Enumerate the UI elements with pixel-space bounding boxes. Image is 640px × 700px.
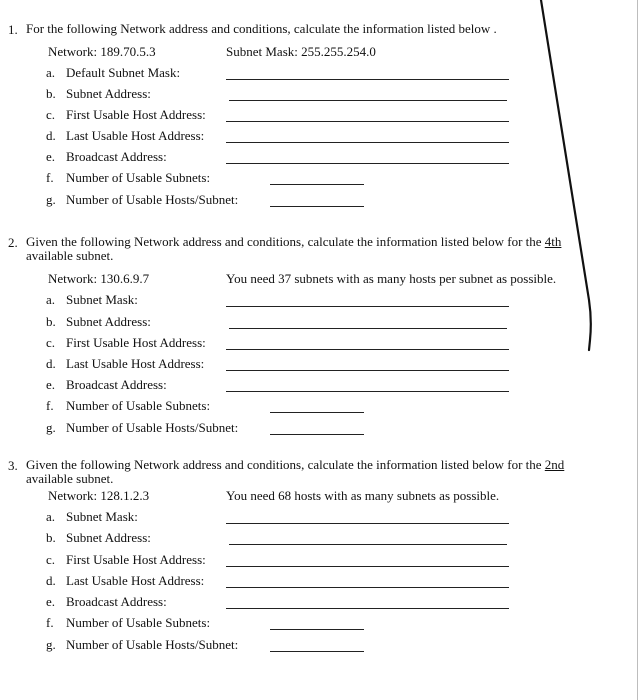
given-network: Network: 128.1.2.3 <box>48 488 150 503</box>
item-label: Broadcast Address: <box>66 594 167 609</box>
pen-stroke-line <box>541 0 591 350</box>
item-letter: c. <box>46 552 56 567</box>
item-label: Subnet Mask: <box>66 509 138 524</box>
item-letter: g. <box>46 637 56 652</box>
item-letter: c. <box>46 107 56 122</box>
item-label: Subnet Address: <box>66 86 151 101</box>
item-label: Number of Usable Hosts/Subnet: <box>66 637 239 652</box>
item-letter: a. <box>46 65 56 80</box>
item-letter: b. <box>46 314 56 329</box>
prompt-line-2: available subnet. <box>26 248 114 263</box>
item-label: Number of Usable Subnets: <box>66 170 211 185</box>
given-network: Network: 130.6.9.7 <box>48 271 150 286</box>
prompt-line: Given the following Network address and conditions, calculate the information listed below for the <box>26 457 545 472</box>
prompt-line: Given the following Network address and conditions, calculate the information listed below for the <box>26 234 545 249</box>
item-letter: g. <box>46 420 56 435</box>
item-label: Last Usable Host Address: <box>66 128 205 143</box>
item-letter: b. <box>46 530 56 545</box>
item-label: Subnet Mask: <box>66 292 138 307</box>
item-letter: e. <box>46 594 56 609</box>
item-letter: e. <box>46 149 56 164</box>
given-condition: Subnet Mask: 255.255.254.0 <box>226 44 376 59</box>
item-label: First Usable Host Address: <box>66 552 206 567</box>
subnet-ordinal: 4th <box>544 234 562 249</box>
item-label: First Usable Host Address: <box>66 335 206 350</box>
prompt-line-2: available subnet. <box>26 471 114 486</box>
item-letter: d. <box>46 573 56 588</box>
item-letter: d. <box>46 128 56 143</box>
item-label: Broadcast Address: <box>66 377 167 392</box>
item-letter: f. <box>46 398 54 413</box>
item-letter: f. <box>46 615 54 630</box>
item-label: Number of Usable Subnets: <box>66 615 211 630</box>
given-condition: You need 37 subnets with as many hosts per subnet as possible. <box>226 271 557 286</box>
given-condition: You need 68 hosts with as many subnets as possible. <box>226 488 500 503</box>
prompt-line: For the following Network address and conditions, calculate the information listed below . <box>26 21 497 36</box>
item-letter: e. <box>46 377 56 392</box>
item-letter: f. <box>46 170 54 185</box>
item-label: Default Subnet Mask: <box>66 65 181 80</box>
item-label: Last Usable Host Address: <box>66 573 205 588</box>
item-letter: g. <box>46 192 56 207</box>
item-label: Subnet Address: <box>66 314 151 329</box>
item-letter: d. <box>46 356 56 371</box>
item-label: Number of Usable Subnets: <box>66 398 211 413</box>
problem-number: 1. <box>8 22 18 37</box>
item-label: Last Usable Host Address: <box>66 356 205 371</box>
item-letter: b. <box>46 86 56 101</box>
item-label: First Usable Host Address: <box>66 107 206 122</box>
item-letter: a. <box>46 292 56 307</box>
problem-number: 2. <box>8 235 18 250</box>
problem-number: 3. <box>8 458 18 473</box>
item-label: Subnet Address: <box>66 530 151 545</box>
item-label: Broadcast Address: <box>66 149 167 164</box>
item-letter: a. <box>46 509 56 524</box>
item-letter: c. <box>46 335 56 350</box>
item-label: Number of Usable Hosts/Subnet: <box>66 420 239 435</box>
given-network: Network: 189.70.5.3 <box>48 44 156 59</box>
item-label: Number of Usable Hosts/Subnet: <box>66 192 239 207</box>
subnet-ordinal: 2nd <box>544 457 565 472</box>
